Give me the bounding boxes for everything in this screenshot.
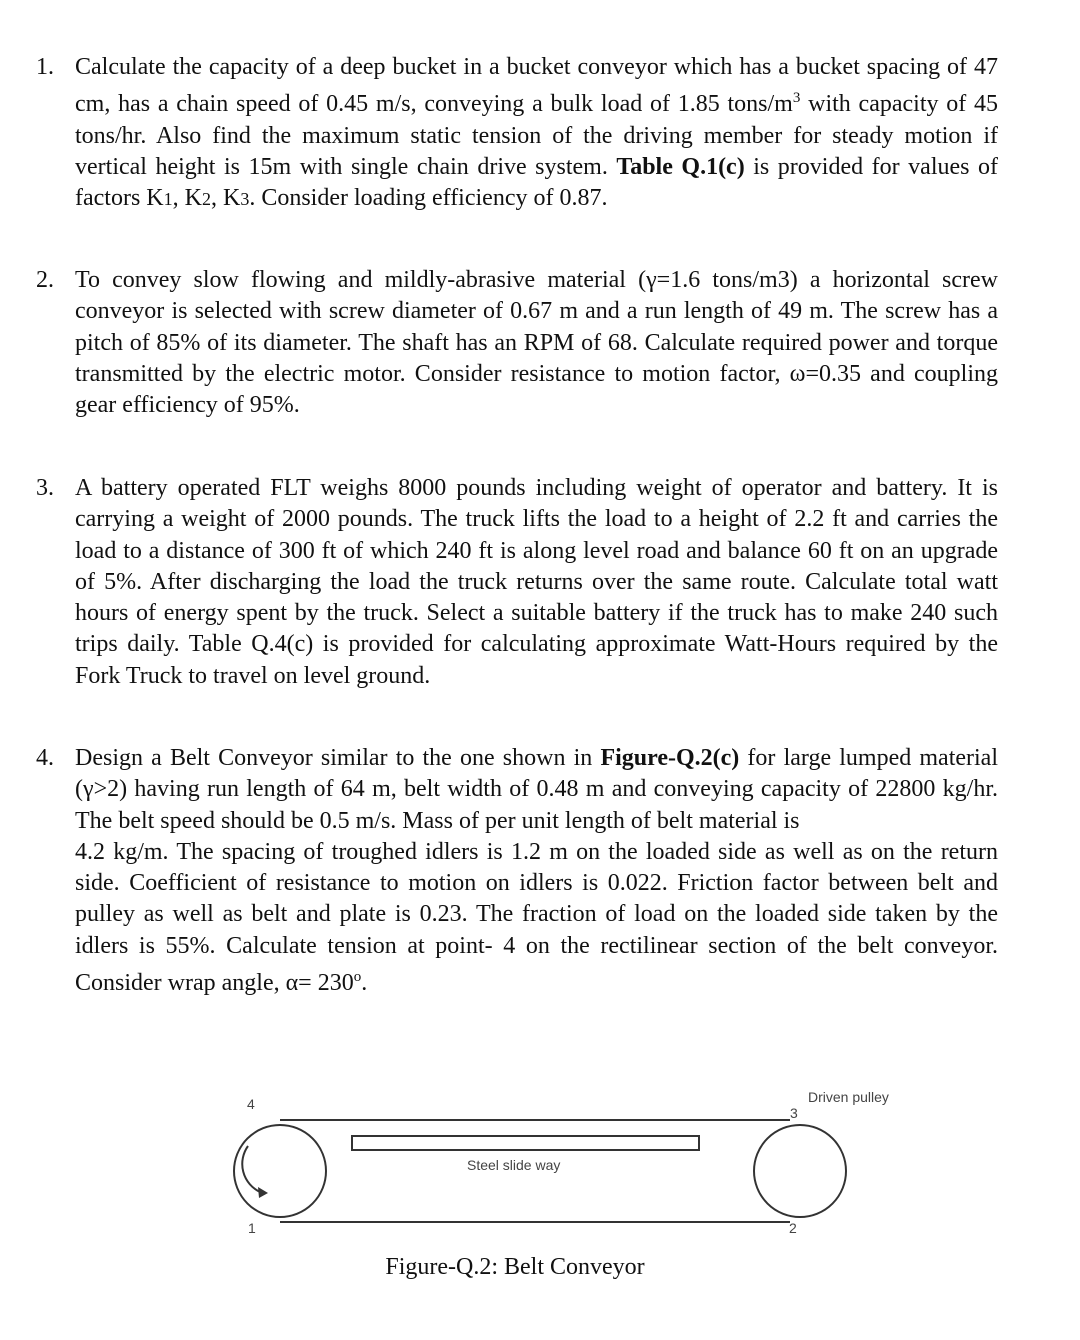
- subscript-index: 2: [201, 189, 211, 210]
- bold-reference: Figure-Q.2(c): [600, 745, 740, 771]
- belt-conveyor-figure: [215, 1080, 935, 1260]
- rotation-arrow-icon: [242, 1146, 260, 1192]
- text-run: Calculate the capacity of a deep bucket in a bucket conveyor which has a bucket spacing of 47 cm, has a chain speed of 0.45 m/s, conveying a bulk load of 1.85 tons/m: [75, 54, 998, 118]
- question-2: [36, 265, 998, 421]
- text-run: with capacity of 45 tons/hr. Also find the maximum static tension of the driving member for steady motion if vertical height is 15m with single chain drive system.: [75, 91, 999, 180]
- bold-reference: Table Q.1(c): [616, 153, 745, 180]
- subscript-index: 3: [240, 189, 250, 210]
- subscript-index: 1: [163, 189, 173, 210]
- figure-caption: Figure-Q.2: Belt Conveyor: [385, 1254, 645, 1280]
- question-text: [75, 473, 998, 692]
- question-number: 4.: [36, 745, 54, 771]
- question-text: [75, 265, 998, 421]
- text-run: for large lumped material (γ>2) having run length of 64 m, belt width of 0.48 m and conveying capacity of 22800 kg/hr. The belt speed should be 0.5 m/s. Mass of per unit length of belt material is: [75, 745, 999, 834]
- text-run: To convey slow flowing and mildly-abrasive material (γ=1.6 tons/m3) a horizontal screw conveyor is selected with screw diameter of 0.67 m and a run length of 49 m. The screw has a pitch of 85% of its diameter. The shaft has an RPM of 68. Calculate required power and torque transmitted by the electric motor. Consider resistance to motion factor, ω=0.35 and coupling gear efficiency of 95%.: [75, 267, 998, 419]
- point-4-label: 4: [247, 1096, 255, 1112]
- slide-way-label: Steel slide way: [467, 1157, 561, 1173]
- arrow-head-icon: [258, 1187, 268, 1198]
- question-text: [75, 743, 998, 999]
- text-run: . Consider loading efficiency of 0.87.: [249, 185, 608, 212]
- question-text: [75, 52, 998, 215]
- text-run: Design a Belt Conveyor similar to the one shown in: [75, 745, 601, 771]
- superscript: o: [353, 969, 362, 986]
- drive-pulley: [234, 1125, 326, 1217]
- text-run: 4.2 kg/m. The spacing of troughed idlers is 1.2 m on the loaded side as well as on the return side. Coefficient of resistance to motion on idlers is 0.022. Friction factor between belt and pulley as well as belt and plate is 0.23. The fraction of load on the loaded side taken by the idlers is 55%. Calculate tension at point- 4 on the rectilinear section of the belt conveyor. Consider wrap angle, α= 230: [75, 838, 998, 997]
- text-run: A battery operated FLT weighs 8000 pounds including weight of operator and battery. It is carrying a weight of 2000 pounds. The truck lifts the load to a height of 2.2 ft and carries the load to a distance of 300 ft of which 240 ft is along level road and balance 60 ft on an upgrade of 5%. After discharging the load the truck returns over the same route. Calculate total watt hours of energy spent by the truck. Select a suitable battery if the truck has to make 240 such trips daily. Table Q.4(c) is provided for calculating approximate Watt-Hours required by the Fork Truck to travel on level ground.: [75, 475, 998, 689]
- text-run: .: [361, 970, 368, 997]
- text-run: , K: [210, 185, 241, 212]
- steel-slide-way: [352, 1136, 699, 1150]
- superscript: 3: [792, 90, 801, 107]
- question-4: [36, 743, 998, 999]
- question-1: [36, 52, 998, 215]
- text-run: , K: [172, 185, 202, 212]
- question-3: [36, 473, 998, 692]
- question-number: 3.: [36, 475, 54, 501]
- point-1-label: 1: [248, 1220, 256, 1236]
- point-3-label: 3: [790, 1105, 798, 1121]
- point-2-label: 2: [789, 1220, 797, 1236]
- driven-pulley-label: Driven pulley: [808, 1089, 889, 1105]
- belt-conveyor-diagram: [215, 1080, 935, 1260]
- driven-pulley: [754, 1125, 846, 1217]
- text-run: is provided for values of factors K: [75, 153, 999, 212]
- question-number: 2.: [36, 267, 54, 293]
- question-number: 1.: [36, 54, 54, 80]
